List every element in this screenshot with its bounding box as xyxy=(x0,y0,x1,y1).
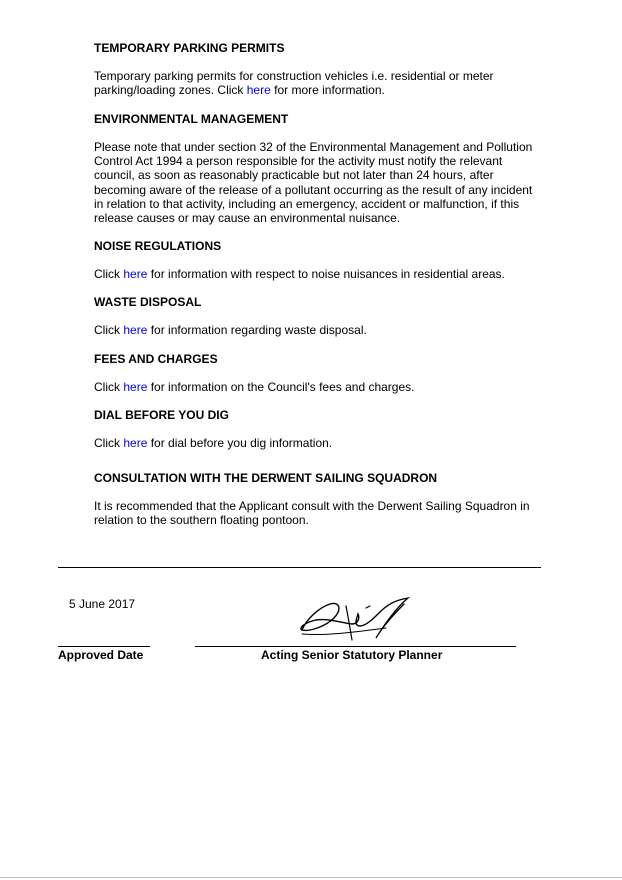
environmental-heading: ENVIRONMENTAL MANAGEMENT xyxy=(94,112,289,126)
section-parking xyxy=(94,41,544,97)
date-underline xyxy=(58,646,150,647)
dial-text: Click here for dial before you dig information. xyxy=(94,436,333,450)
parking-text: Temporary parking permits for construction vehicles i.e. residential or meter parking/loading zones. Click here for more information. xyxy=(94,69,494,98)
dial-heading: DIAL BEFORE YOU DIG xyxy=(94,408,229,422)
parking-heading: TEMPORARY PARKING PERMITS xyxy=(94,41,285,55)
fees-here-link[interactable]: here xyxy=(123,380,148,394)
section-dial xyxy=(94,408,544,450)
signature-image xyxy=(296,594,416,646)
consultation-text: It is recommended that the Applicant consult with the Derwent Sailing Squadron in relation to the southern floating pontoon. xyxy=(94,499,530,528)
environmental-text: Please note that under section 32 of the Environmental Management and Pollution Control Act 1994 a person responsible for the activity must notify the relevant council, as soon as reasonably practicable but not later than 24 hours, after becoming aware of the release of a pollutant occurring as the result of any incident in relation to that activity, including an emergency, accident or malfunction, if this release causes or may cause an environmental nuisance. xyxy=(94,140,533,226)
parking-here-link[interactable]: here xyxy=(246,83,271,98)
page-bottom-edge xyxy=(0,877,622,878)
consultation-heading: CONSULTATION WITH THE DERWENT SAILING SQUADRON xyxy=(94,471,438,485)
waste-here-link[interactable]: here xyxy=(123,323,148,337)
signature-underline xyxy=(195,646,516,647)
noise-heading: NOISE REGULATIONS xyxy=(94,239,222,253)
noise-text: Click here for information with respect to noise nuisances in residential areas. xyxy=(94,267,505,281)
approved-date-label: Approved Date xyxy=(58,648,144,662)
approved-date-value: 5 June 2017 xyxy=(69,597,136,611)
section-noise xyxy=(94,239,544,281)
section-waste xyxy=(94,295,544,337)
waste-heading: WASTE DISPOSAL xyxy=(94,295,202,309)
section-environmental xyxy=(94,112,544,225)
section-fees xyxy=(94,352,544,394)
fees-text: Click here for information on the Council's fees and charges. xyxy=(94,380,415,394)
divider-rule xyxy=(58,567,541,568)
dial-here-link[interactable]: here xyxy=(123,436,148,450)
noise-here-link[interactable]: here xyxy=(123,267,148,281)
section-consultation xyxy=(94,471,544,527)
signatory-title: Acting Senior Statutory Planner xyxy=(261,648,443,662)
fees-heading: FEES AND CHARGES xyxy=(94,352,218,366)
waste-text: Click here for information regarding waste disposal. xyxy=(94,323,367,337)
